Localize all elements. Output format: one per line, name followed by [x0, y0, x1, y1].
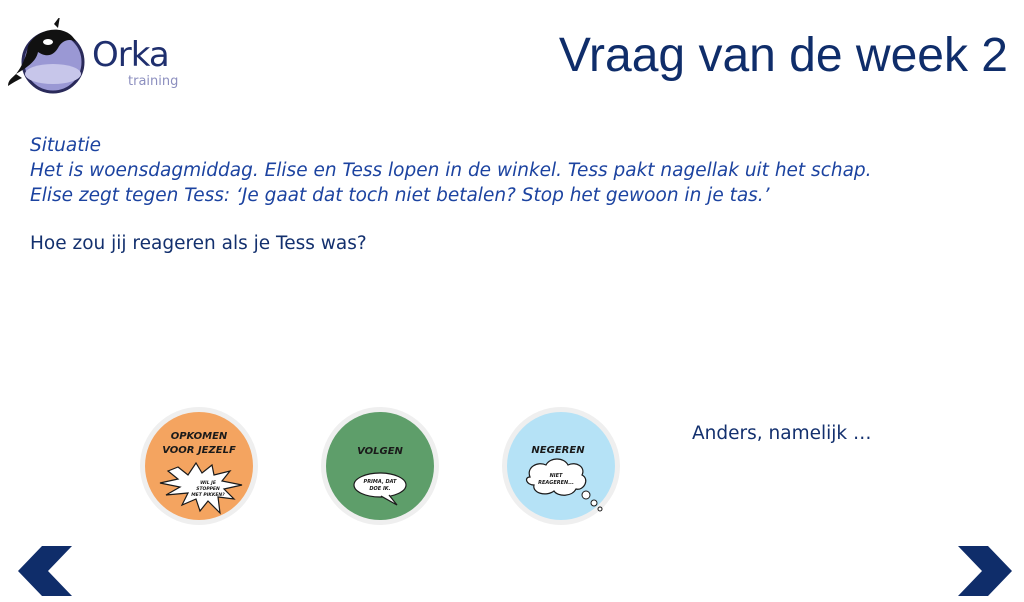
- situation-line: Het is woensdagmiddag. Elise en Tess lopen in de winkel. Tess pakt nagellak uit het schap.: [30, 160, 872, 181]
- previous-button[interactable]: [18, 546, 74, 596]
- situation-line: Elise zegt tegen Tess: ‘Je gaat dat toch niet betalen? Stop het gewoon in je tas.’: [30, 185, 770, 206]
- option-volgen[interactable]: [319, 405, 441, 527]
- bubble-text: STOPPEN: [196, 487, 220, 492]
- option-label: NEGEREN: [531, 445, 585, 456]
- bubble-text: DOE IK.: [369, 486, 391, 492]
- chevron-left-icon: [18, 546, 74, 596]
- page-title: Vraag van de week 2: [558, 29, 1008, 82]
- bubble-text: MET PIKKEN?: [191, 493, 225, 498]
- orca-logo-icon: [8, 18, 98, 96]
- logo-subtitle: training: [128, 74, 179, 89]
- option-label: VOOR JEZELF: [162, 445, 236, 456]
- explosion-bubble-icon: [138, 405, 260, 527]
- question-text: Hoe zou jij reageren als je Tess was?: [30, 233, 367, 254]
- option-label: OPKOMEN: [170, 431, 228, 442]
- logo-wordmark: Orka: [92, 35, 169, 75]
- chevron-right-icon: [956, 546, 1012, 596]
- option-negeren[interactable]: [500, 405, 622, 527]
- bubble-text: REAGEREN...: [538, 480, 574, 486]
- speech-bubble-icon: [319, 405, 441, 527]
- bubble-text: NIET: [549, 473, 563, 479]
- next-button[interactable]: [956, 546, 1012, 596]
- situation-block: [30, 133, 990, 208]
- situation-heading: Situatie: [30, 135, 101, 156]
- option-opkomen-voor-jezelf[interactable]: [138, 405, 260, 527]
- option-anders[interactable]: Anders, namelijk …: [692, 423, 872, 444]
- option-circle: [326, 412, 434, 520]
- bubble-text: WIL JE: [200, 481, 216, 486]
- thought-bubble-icon: [500, 405, 622, 527]
- bubble-text: PRIMA, DAT: [363, 479, 397, 485]
- orka-logo: [8, 18, 183, 96]
- option-label: VOLGEN: [357, 446, 403, 457]
